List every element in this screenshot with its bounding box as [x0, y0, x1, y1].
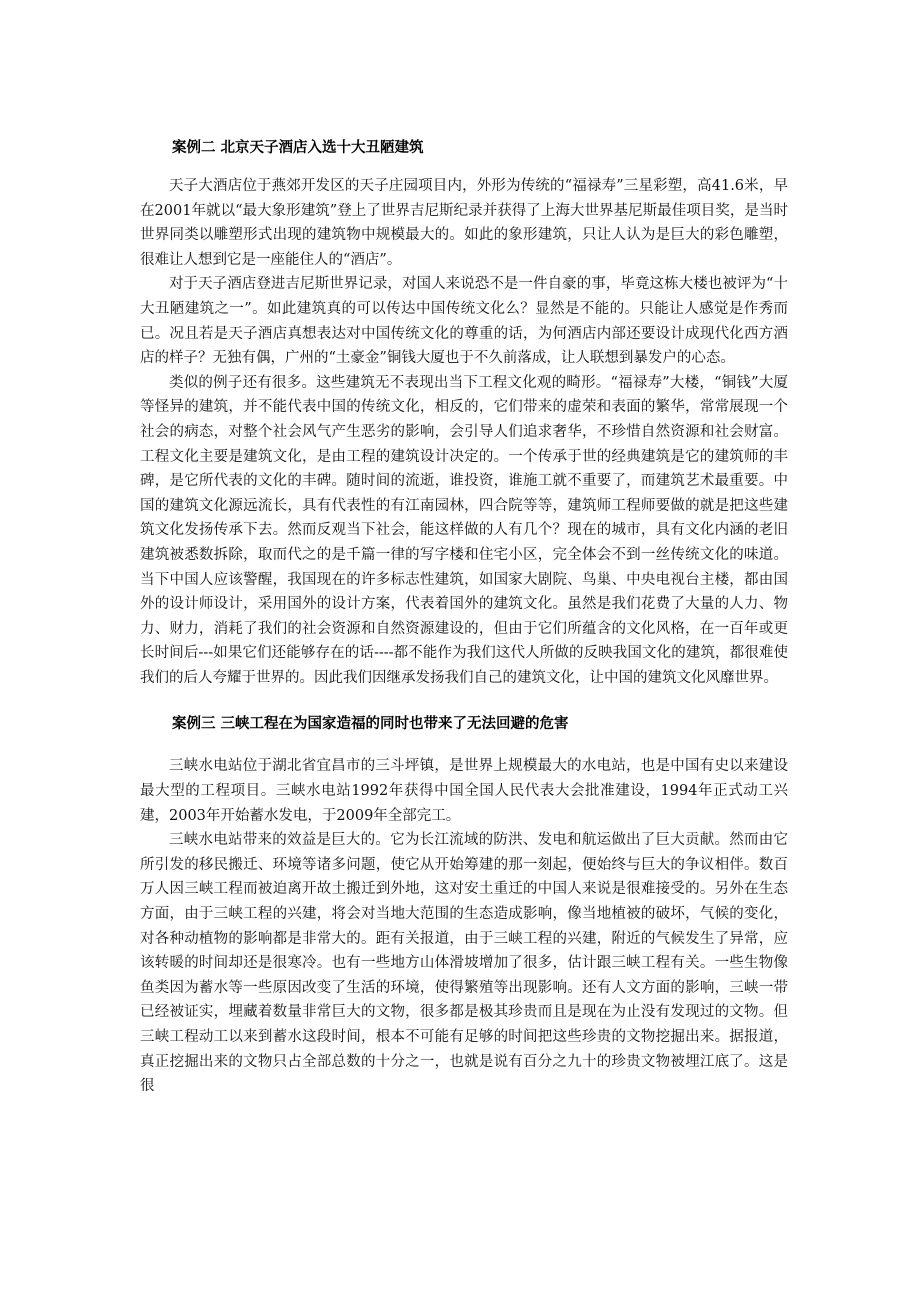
case-three-paragraph-2: 三峡水电站带来的效益是巨大的。它为长江流域的防洪、发电和航运做出了巨大贡献。然而由它所引发的移民搬迁、环境等诸多问题，使它从开始筹建的那一刻起，便始终与巨大的争议相伴。数百万人因三峡工程而被迫离开故土搬迁到外地，这对安土重迁的中国人来说是很难接受的。另外在生态方面，由于三峡工程的兴建，将会对当地大范围的生态造成影响，像当地植被的破坏，气候的变化，对各种动植物的影响都是非常大的。距有关报道，由于三峡工程的兴建，附近的气候发生了异常，应该转暖的时间却还是很寒冷。也有一些地方山体滑坡增加了很多，估计跟三峡工程有关。一些生物像鱼类因为蓄水等一些原因改变了生活的环境，使得繁殖等出现影响。还有人文方面的影响，三峡一带已经被证实，埋藏着数量非常巨大的文物，很多都是极其珍贵而且是现在为止没有发现过的文物。但三峡工程动工以来到蓄水这段时间，根本不可能有足够的时间把这些珍贵的文物挖掘出来。据报道，真正挖掘出来的文物只占全部总数的十分之一，也就是说有百分之九十的珍贵文物被埋江底了。这是很 — [140, 832, 788, 1095]
case-two-paragraph-3: 类似的例子还有很多。这些建筑无不表现出当下工程文化观的畸形。“福禄寿”大楼，“铜钱”大厦等怪异的建筑，并不能代表中国的传统文化，相反的，它们带来的虚荣和表面的繁华，常常展现一个社会的病态，对整个社会风气产生恶劣的影响，会引导人们追求奢华，不珍惜自然资源和社会财富。工程文化主要是建筑文化，是由工程的建筑设计决定的。一个传承于世的经典建筑是它的建筑师的丰碑，是它所代表的文化的丰碑。随时间的流逝，谁投资，谁施工就不重要了，而建筑艺术最重要。中国的建筑文化源远流长，具有代表性的有江南园林，四合院等等，建筑师工程师要做的就是把这些建筑文化发扬传承下去。然而反观当下社会，能这样做的人有几个？现在的城市，具有文化内涵的老旧建筑被悉数拆除，取而代之的是千篇一律的写字楼和住宅小区，完全体会不到一丝传统文化的味道。当下中国人应该警醒，我国现在的许多标志性建筑，如国家大剧院、鸟巢、中央电视台主楼，都由国外的设计师设计，采用国外的设计方案，代表着国外的建筑文化。虽然是我们花费了大量的人力、物力、财力，消耗了我们的社会资源和自然资源建设的，但由于它们所蕴含的文化风格，在一百年或更长时间后---如果它们还能够存在的话----都不能作为我们这代人所做的反映我国文化的建筑，都很难使我们的后人夸耀于世界的。因此我们因继承发扬我们自己的建筑文化，让中国的建筑文化风靡世界。 — [140, 374, 788, 686]
case-two-section — [140, 138, 788, 690]
case-three-section — [140, 714, 788, 1098]
case-two-paragraph-2: 对于天子酒店登进吉尼斯世界记录，对国人来说恐不是一件自豪的事，毕竟这栋大楼也被评为“十大丑陋建筑之一”。如此建筑真的可以传达中国传统文化么？显然是不能的。只能让人感觉是作秀而已。况且若是天子酒店真想表达对中国传统文化的尊重的话，为何酒店内部还要设计成现代化西方酒店的样子？无独有偶，广州的“土豪金”铜钱大厦也于不久前落成，让人联想到暴发户的心态。 — [140, 276, 788, 367]
case-two-paragraph-1: 天子大酒店位于燕郊开发区的天子庄园项目内，外形为传统的“福禄寿”三星彩塑，高41.6米，早在2001年就以“最大象形建筑”登上了世界吉尼斯纪录并获得了上海大世界基尼斯最佳项目奖，是当时世界同类以雕塑形式出现的建筑物中规模最大的。如此的象形建筑，只让人认为是巨大的彩色雕塑，很难让人想到它是一座能住人的“酒店”。 — [140, 178, 788, 268]
document-page — [140, 130, 788, 1099]
case-three-heading: 案例三 三峡工程在为国家造福的同时也带来了无法回避的危害 — [172, 716, 569, 733]
case-three-paragraph-1: 三峡水电站位于湖北省宜昌市的三斗坪镇，是世界上规模最大的水电站，也是中国有史以来建设最大型的工程项目。三峡水电站1992年获得中国全国人民代表大会批准建设，1994年正式动工兴建，2003年开始蓄水发电，于2009年全部完工。 — [140, 758, 788, 824]
case-two-heading: 案例二 北京天子酒店入选十大丑陋建筑 — [172, 140, 424, 156]
case-three-body — [140, 754, 788, 1098]
case-two-body — [140, 174, 788, 690]
